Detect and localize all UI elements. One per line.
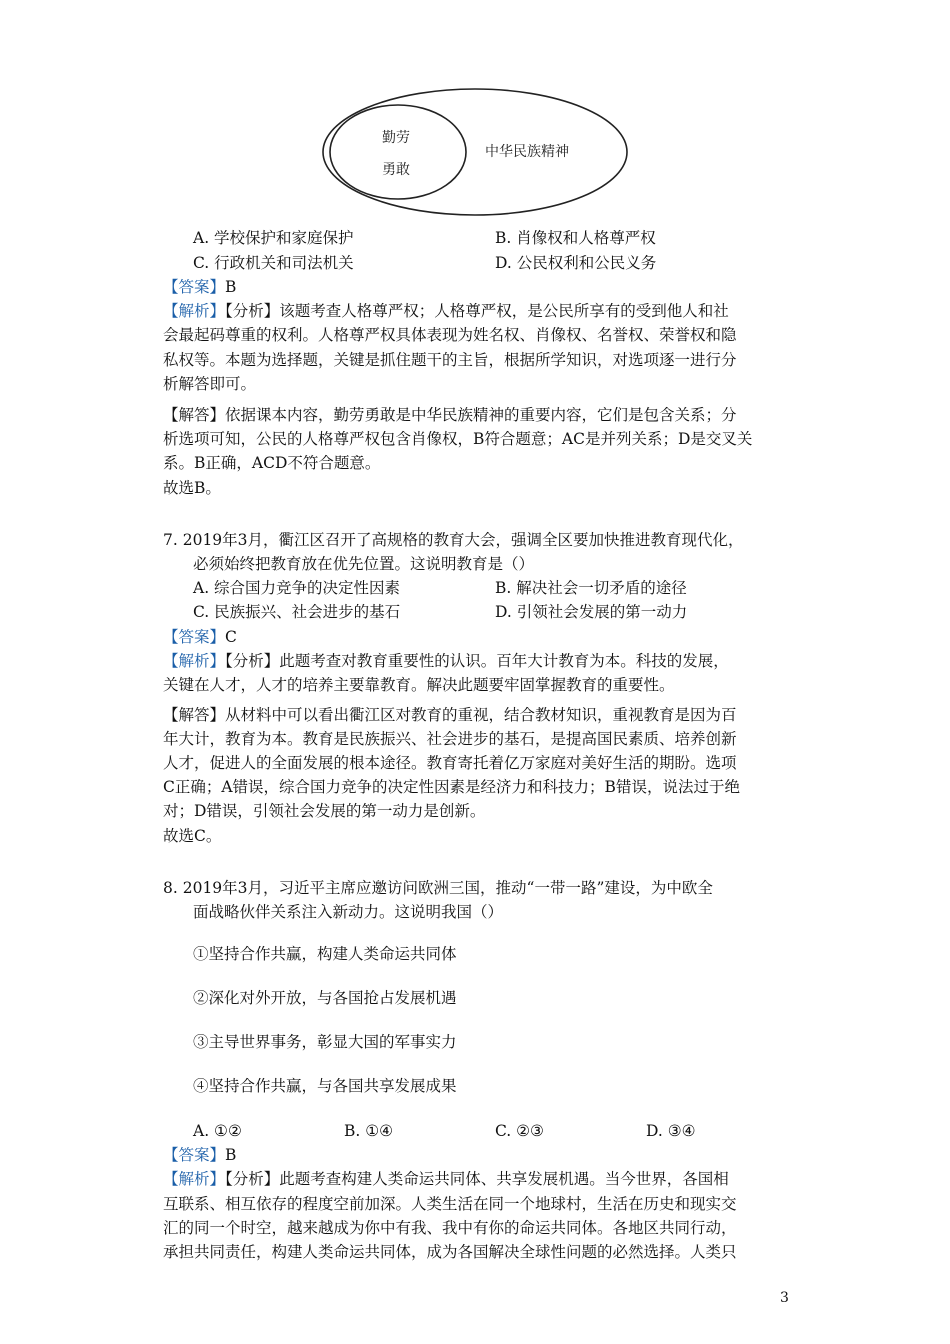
q7-solution-line: 年大计，教育为本。教育是民族振兴、社会进步的基石，是提高国民素质、培养创新 (163, 730, 737, 748)
q8-item: ①坚持合作共赢，构建人类命运共同体 (193, 945, 457, 963)
q7-analysis-line (163, 650, 729, 672)
q7-option-c: C. 民族振兴、社会进步的基石 (193, 603, 401, 621)
outer-label: 中华民族精神 (485, 144, 569, 160)
analysis-text: 【分析】该题考查人格尊严权；人格尊严权，是公民所享有的受到他人和社 (225, 302, 729, 320)
q6-option-d: D. 公民权利和公民义务 (495, 254, 657, 272)
q6-analysis-line (163, 300, 729, 322)
answer-value: B (225, 1146, 237, 1164)
q7-stem-line: 7. 2019年3月，衢江区召开了高规格的教育大会，强调全区要加快推进教育现代化， (163, 531, 744, 549)
q6-answer (163, 276, 236, 298)
q6-analysis-line: 私权等。本题为选择题，关键是抓住题干的主旨，根据所学知识，对选项逐一进行分 (163, 351, 737, 369)
analysis-text: 【分析】此题考查构建人类命运共同体、共享发展机遇。当今世界，各国相 (225, 1170, 729, 1188)
q8-stem-line: 8. 2019年3月，习近平主席应邀访问欧洲三国，推动“一带一路”建设，为中欧全 (163, 879, 713, 897)
inner-ellipse (330, 105, 466, 199)
outer-ellipse (323, 89, 627, 215)
q7-solution-line: 【解答】从材料中可以看出衢江区对教育的重视，结合教材知识，重视教育是因为百 (163, 706, 737, 724)
page-number: 3 (780, 1290, 789, 1306)
q7-analysis-line: 关键在人才，人才的培养主要靠教育。解决此题要牢固掌握教育的重要性。 (163, 676, 675, 694)
q7-solution-line: C正确；A错误，综合国力竞争的决定性因素是经济力和科技力；B错误，说法过于绝 (163, 778, 740, 796)
q7-option-d: D. 引领社会发展的第一动力 (495, 603, 688, 621)
answer-value: B (225, 278, 237, 296)
q7-solution-line: 人才，促进人的全面发展的根本途径。教育寄托着亿万家庭对美好生活的期盼。选项 (163, 754, 737, 772)
q7-stem-line: 必须始终把教育放在优先位置。这说明教育是（） (193, 555, 535, 573)
q7-solution-line: 对；D错误，引领社会发展的第一动力是创新。 (163, 802, 486, 820)
q6-option-c: C. 行政机关和司法机关 (193, 254, 354, 272)
analysis-tag: 【解析】 (163, 302, 226, 320)
q8-item: ③主导世界事务，彰显大国的军事实力 (193, 1033, 457, 1051)
answer-tag: 【答案】 (163, 628, 226, 646)
answer-tag: 【答案】 (163, 278, 226, 296)
q8-answer (163, 1144, 236, 1166)
analysis-text: 【分析】此题考查对教育重要性的认识。百年大计教育为本。科技的发展， (225, 652, 729, 670)
q6-option-b: B. 肖像权和人格尊严权 (495, 229, 656, 247)
q8-stem-line: 面战略伙伴关系注入新动力。这说明我国（） (193, 903, 504, 921)
q7-option-a: A. 综合国力竞争的决定性因素 (193, 579, 401, 597)
q6-conclusion: 故选B。 (163, 479, 221, 497)
inner-label-2: 勇敢 (382, 162, 410, 178)
q6-solution-line: 【解答】依据课本内容，勤劳勇敢是中华民族精神的重要内容，它们是包含关系；分 (163, 406, 737, 424)
answer-tag: 【答案】 (163, 1146, 226, 1164)
q8-option-d: D. ③④ (646, 1122, 696, 1140)
q8-option-b: B. ①④ (344, 1122, 394, 1140)
concept-diagram (320, 86, 630, 218)
q6-solution-line: 系。B正确，ACD不符合题意。 (163, 454, 381, 472)
q8-analysis-line (163, 1168, 729, 1190)
q7-option-b: B. 解决社会一切矛盾的途径 (495, 579, 687, 597)
answer-value: C (225, 628, 237, 646)
q8-option-a: A. ①② (193, 1122, 242, 1140)
analysis-tag: 【解析】 (163, 1170, 226, 1188)
q6-solution-line: 析选项可知，公民的人格尊严权包含肖像权，B符合题意；AC是并列关系；D是交叉关 (163, 430, 753, 448)
q8-item: ②深化对外开放，与各国抢占发展机遇 (193, 989, 457, 1007)
q6-option-a: A. 学校保护和家庭保护 (193, 229, 354, 247)
q8-analysis-line: 承担共同责任，构建人类命运共同体，成为各国解决全球性问题的必然选择。人类只 (163, 1243, 737, 1261)
q7-answer (163, 626, 237, 648)
analysis-tag: 【解析】 (163, 652, 226, 670)
q6-analysis-line: 析解答即可。 (163, 375, 257, 393)
q7-conclusion: 故选C。 (163, 827, 222, 845)
q6-analysis-line: 会最起码尊重的权利。人格尊严权具体表现为姓名权、肖像权、名誉权、荣誉权和隐 (163, 326, 737, 344)
q8-option-c: C. ②③ (495, 1122, 544, 1140)
inner-label-1: 勤劳 (382, 130, 410, 146)
q8-analysis-line: 汇的同一个时空，越来越成为你中有我、我中有你的命运共同体。各地区共同行动， (163, 1219, 737, 1237)
q8-item: ④坚持合作共赢，与各国共享发展成果 (193, 1077, 457, 1095)
q8-analysis-line: 互联系、相互依存的程度空前加深。人类生活在同一个地球村，生活在历史和现实交 (163, 1195, 737, 1213)
